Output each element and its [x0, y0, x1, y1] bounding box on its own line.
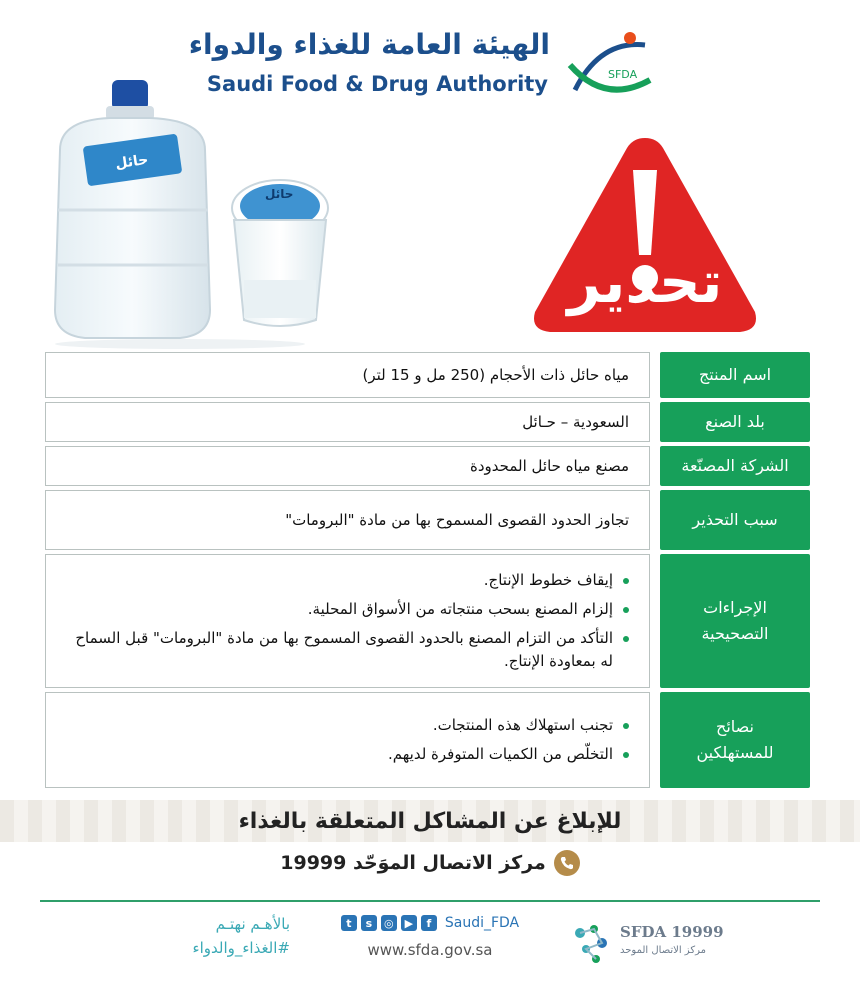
row-label-line: الإجراءات: [703, 598, 767, 618]
row-value: [45, 554, 650, 688]
row-label: [660, 554, 810, 688]
row-label-line: للمستهلكين: [696, 743, 774, 762]
row-value: تجاوز الحدود القصوى المسموح بها من مادة "البرومات": [45, 490, 650, 550]
row-label: اسم المنتج: [660, 352, 810, 398]
footer-brand-block: [570, 915, 740, 975]
bullet-list: [66, 708, 629, 773]
list-item: التأكد من التزام المصنع بالحدود القصوى المسموح بها من مادة "البرومات" قبل السماح له بمعاودة الإنتاج.: [66, 627, 629, 674]
footer-divider: [40, 900, 820, 902]
call-center-text: مركز الاتصال الموَحّد 19999: [280, 852, 546, 874]
row-corrective-actions: [45, 554, 810, 688]
report-band: [0, 800, 860, 842]
list-item: تجنب استهلاك هذه المنتجات.: [66, 714, 629, 737]
bullet-list: [66, 563, 629, 680]
list-item: التخلّص من الكميات المتوفرة لديهم.: [66, 743, 629, 766]
call-center: [0, 850, 860, 876]
slogan: بالأهـم نهتـم: [215, 915, 290, 933]
footer-contacts: [330, 915, 530, 975]
row-value: مياه حائل ذات الأحجام (250 مل و 15 لتر): [45, 352, 650, 398]
large-water-bottle: [55, 80, 210, 338]
info-table: [45, 352, 810, 792]
footer-slogan-block: [130, 915, 290, 975]
snapchat-icon[interactable]: s: [361, 915, 377, 931]
row-label: الشركة المصنّعة: [660, 446, 810, 486]
list-item: إلزام المصنع بسحب منتجاته من الأسواق المحلية.: [66, 598, 629, 621]
warning-title: تحذير: [567, 248, 723, 316]
list-item: إيقاف خطوط الإنتاج.: [66, 569, 629, 592]
row-product-name: [45, 352, 810, 398]
row-label: [660, 692, 810, 788]
org-name-arabic: الهيئة العامة للغذاء والدواء: [188, 28, 550, 61]
footer-brand: SFDA 19999: [620, 923, 724, 941]
row-value: السعودية – حـائل: [45, 402, 650, 442]
social-row: [330, 915, 530, 931]
website-link[interactable]: www.sfda.gov.sa: [367, 941, 493, 959]
report-text: للإبلاغ عن المشاكل المتعلقة بالغذاء: [238, 808, 622, 834]
small-water-cup: [232, 180, 328, 326]
sfda-logo-icon: [560, 20, 660, 110]
row-label: بلد الصنع: [660, 402, 810, 442]
twitter-icon[interactable]: t: [341, 915, 357, 931]
row-consumer-advice: [45, 692, 810, 788]
row-value: مصنع مياه حائل المحدودة: [45, 446, 650, 486]
phone-icon: [554, 850, 580, 876]
row-warning-reason: [45, 490, 810, 550]
footer-brand-sub: مركز الاتصال الموحد: [620, 945, 706, 956]
facebook-icon[interactable]: f: [421, 915, 437, 931]
row-country: [45, 402, 810, 442]
product-images: [40, 80, 340, 350]
row-label: سبب التحذير: [660, 490, 810, 550]
row-manufacturer: [45, 446, 810, 486]
large-bottle-label: حائل: [114, 151, 150, 173]
youtube-icon[interactable]: ▶: [401, 915, 417, 931]
row-label-line: التصحيحية: [701, 624, 769, 643]
social-handle[interactable]: Saudi_FDA: [444, 915, 520, 931]
row-label-line: نصائح: [716, 717, 754, 737]
call-center-logo-icon: [570, 921, 615, 966]
logo-text: SFDA: [608, 68, 638, 81]
instagram-icon[interactable]: ◎: [381, 915, 397, 931]
hashtag[interactable]: #الغذاء_والدواء: [192, 939, 290, 957]
row-value: [45, 692, 650, 788]
org-name-english: Saudi Food & Drug Authority: [206, 72, 548, 96]
small-cup-label: حائل: [265, 187, 294, 201]
